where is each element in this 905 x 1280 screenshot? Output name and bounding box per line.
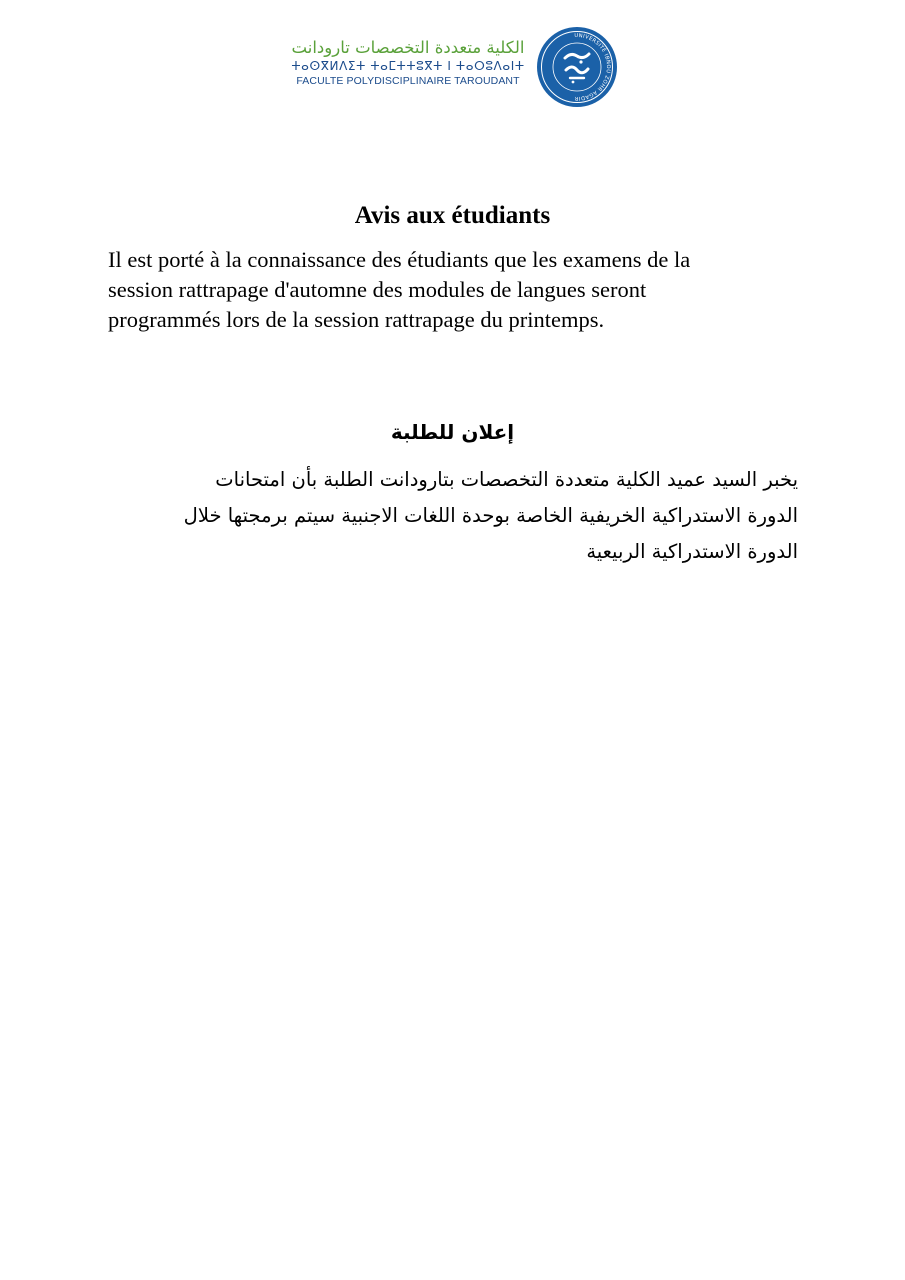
notice-line: الدورة الاستدراكية الخريفية الخاصة بوحدة اللغات الاجنبية سيتم برمجتها خلال bbox=[183, 504, 798, 527]
notice-title-arabic: إعلان للطلبة bbox=[390, 420, 515, 444]
faculty-name-arabic: الكلية متعددة التخصصات تارودانت bbox=[291, 38, 525, 57]
notice-body-french bbox=[108, 245, 808, 335]
notice-line: الدورة الاستدراكية الربيعية bbox=[586, 540, 798, 563]
notice-line: session rattrapage d'automne des modules de langues seront bbox=[108, 277, 647, 302]
notice-title-french: Avis aux étudiants bbox=[354, 202, 551, 229]
faculty-name-block bbox=[289, 38, 527, 88]
university-seal-logo bbox=[536, 26, 618, 108]
notice-body-arabic bbox=[108, 462, 798, 570]
notice-line: programmés lors de la session rattrapage du printemps. bbox=[108, 307, 605, 332]
notice-line: Il est porté à la connaissance des étudiants que les examens de la bbox=[108, 247, 691, 272]
notice-line: يخبر السيد عميد الكلية متعددة التخصصات بتارودانت الطلبة بأن امتحانات bbox=[215, 468, 798, 491]
faculty-header bbox=[285, 26, 620, 112]
seal-ring-text: UNIVERSITÉ IBNOU ZOHR AGADIR bbox=[574, 32, 612, 102]
faculty-name-french: FACULTE POLYDISCIPLINAIRE TAROUDANT bbox=[296, 75, 520, 87]
faculty-name-tifinagh: ⵜⴰⵙⴳⵍⴷⵉⵜ ⵜⴰⵎⵜⵜⵓⴳⵜ ⵏ ⵜⴰⵔⵓⴷⴰⵏⵜ bbox=[291, 59, 525, 73]
